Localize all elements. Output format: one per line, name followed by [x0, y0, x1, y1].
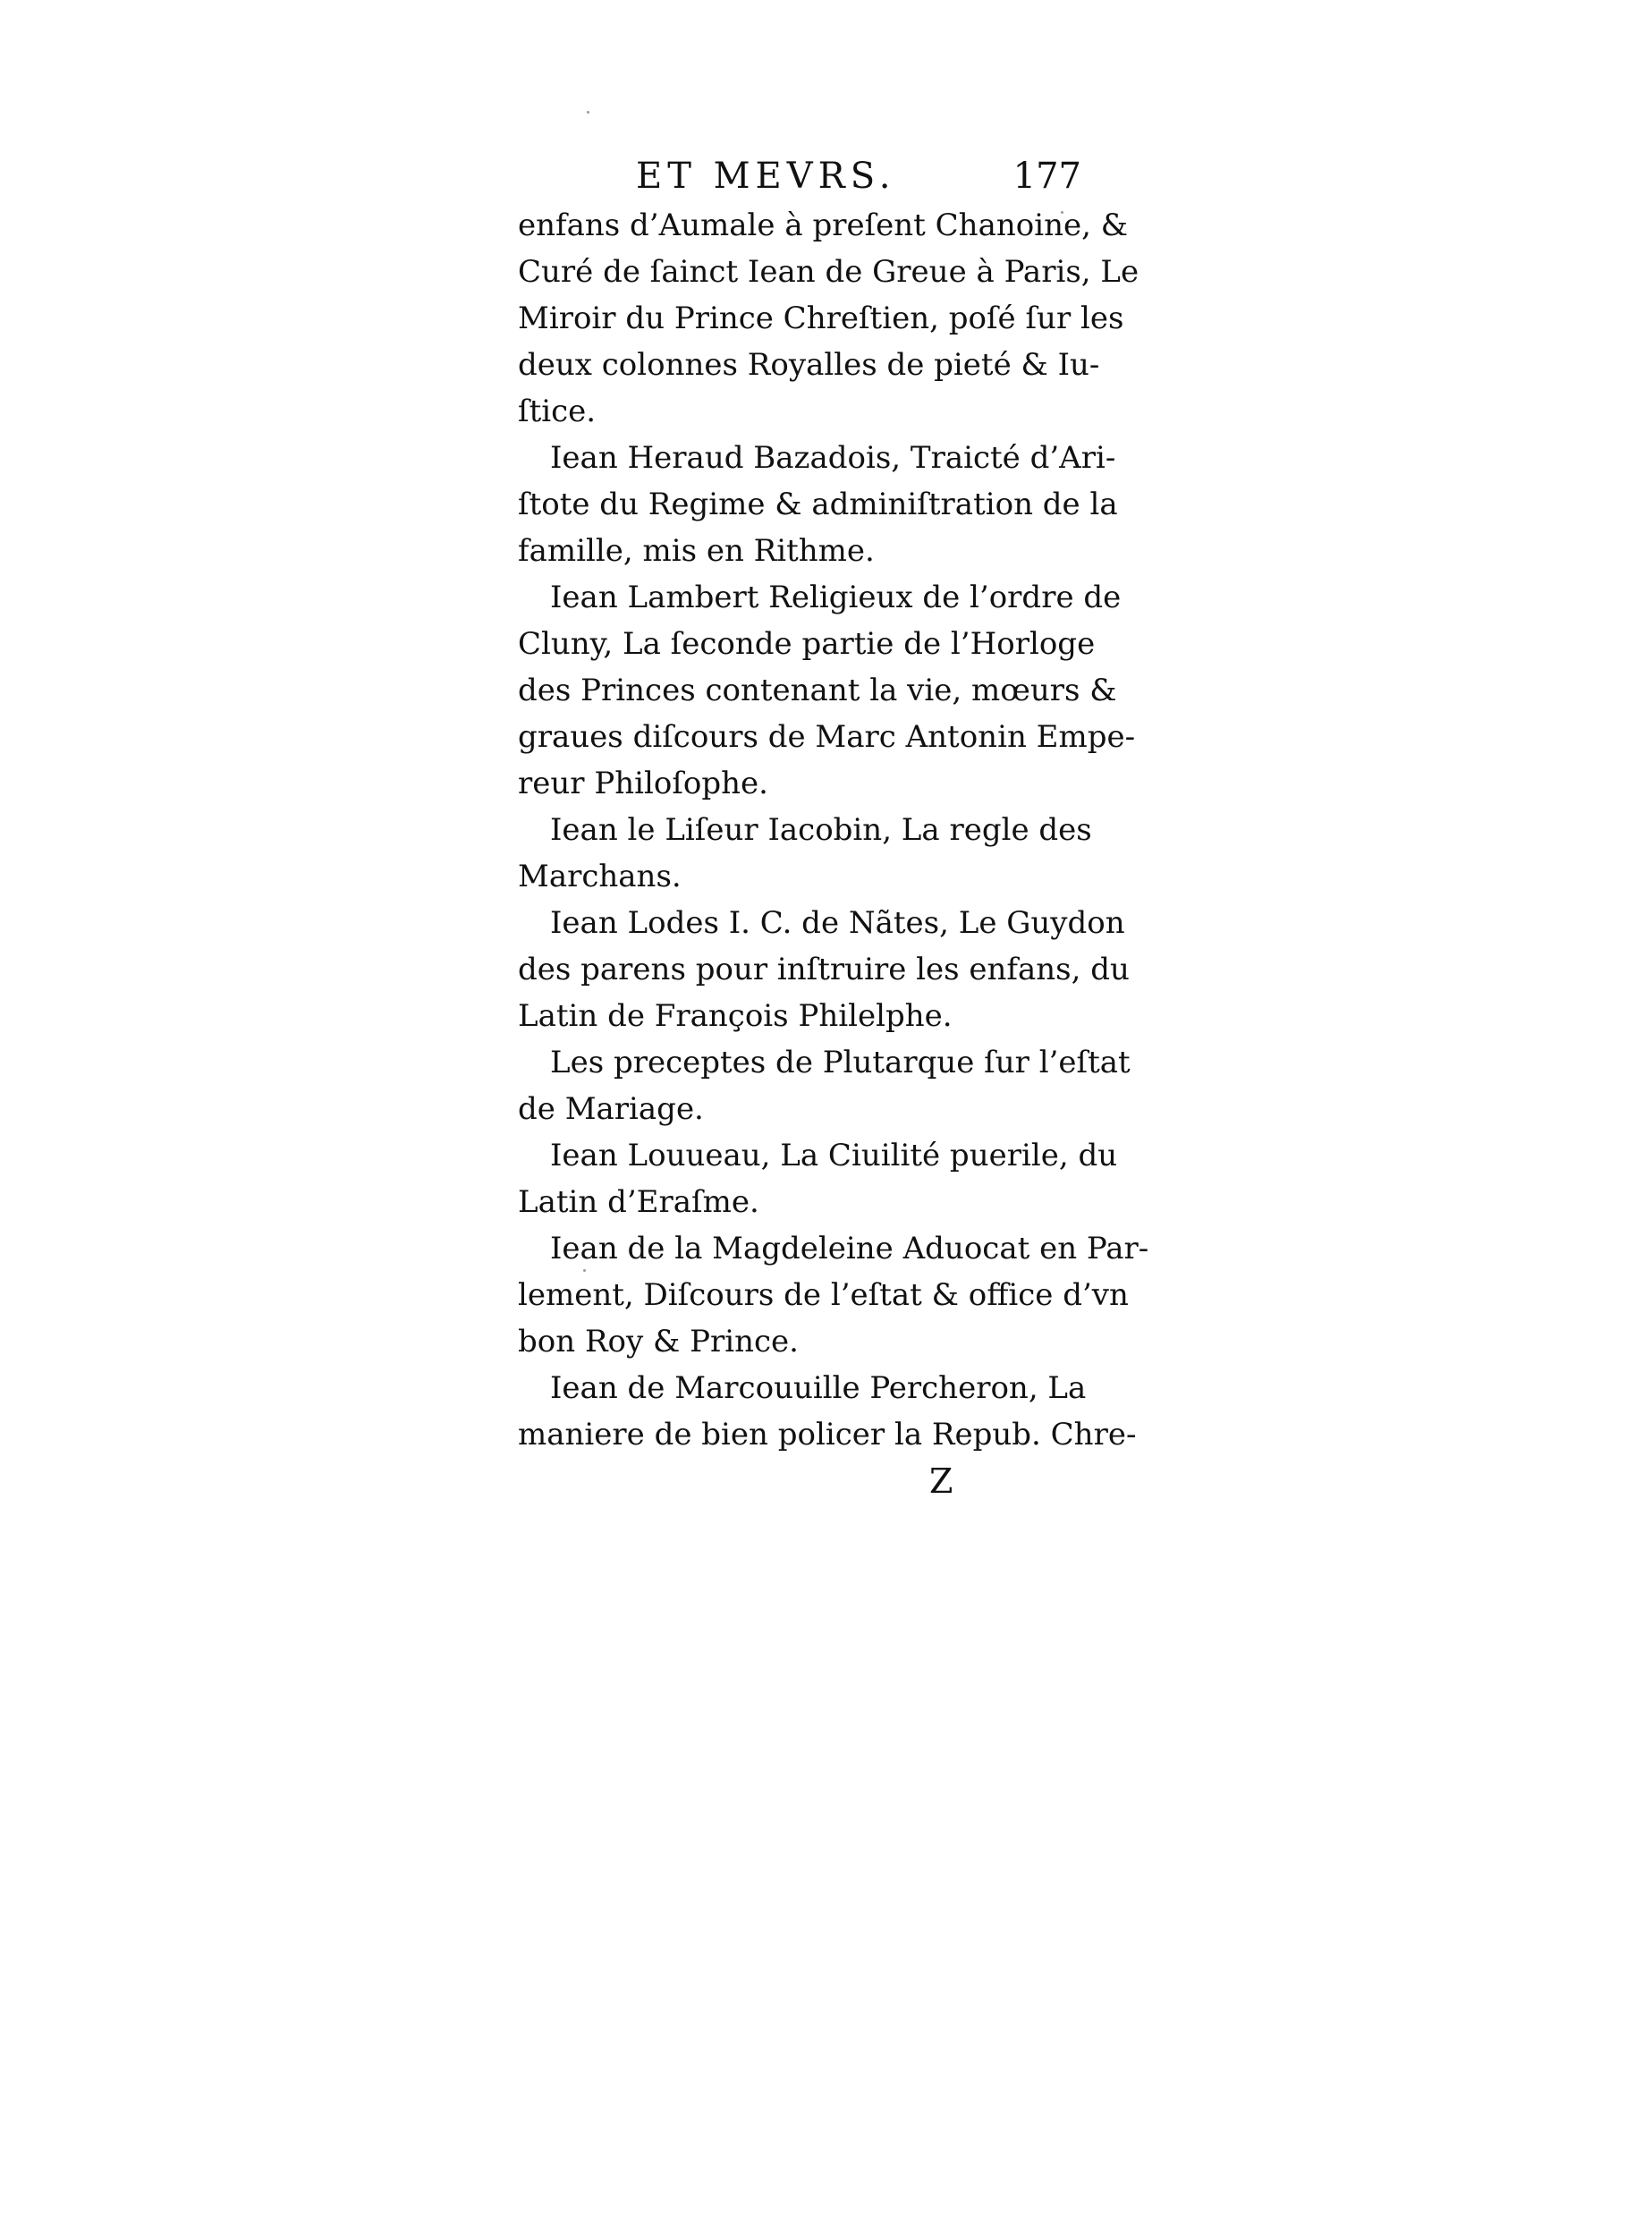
signature-mark: Z [929, 1461, 953, 1501]
text-line: Latin d’Eraſme. [518, 1184, 759, 1220]
text-line: ſtice. [518, 394, 597, 429]
body-text [518, 202, 1149, 1458]
text-line: graues diſcours de Marc Antonin Empe- [518, 719, 1136, 755]
text-line: famille, mis en Rithme. [518, 533, 875, 569]
text-line: Cluny, La ſeconde partie de l’Horloge [518, 626, 1096, 662]
text-line: des parens pour inſtruire les enfans, du [518, 952, 1130, 987]
text-line: Iean de la Magdeleine Aduocat en Par- [550, 1231, 1149, 1266]
text-line: reur Philoſophe. [518, 766, 768, 801]
text-line: Marchans. [518, 859, 682, 894]
text-line: Iean de Marcouuille Percheron, La [550, 1370, 1087, 1406]
page-number: 177 [1012, 156, 1081, 197]
paper-speck [587, 111, 589, 114]
text-line: Iean Lodes I. C. de Nãtes, Le Guydon [550, 905, 1125, 941]
text-line: Iean Lambert Religieux de l’ordre de [550, 580, 1122, 615]
text-line: enfans d’Aumale à preſent Chanoine, & [518, 208, 1128, 243]
text-line: maniere de bien policer la Repub. Chre- [518, 1417, 1137, 1453]
text-line: ſtote du Regime & adminiſtration de la [518, 487, 1118, 522]
running-head: ET MEVRS. [636, 156, 896, 197]
page-header [518, 150, 1081, 202]
text-block [518, 150, 1149, 1504]
text-line: Latin de François Philelphe. [518, 998, 953, 1034]
text-line: des Princes contenant la vie, mœurs & [518, 673, 1117, 708]
text-line: Iean Louueau, La Ciuilité puerile, du [550, 1138, 1118, 1173]
text-line: deux colonnes Royalles de pieté & Iu- [518, 347, 1100, 383]
text-line: bon Roy & Prince. [518, 1324, 799, 1359]
text-line: Miroir du Prince Chreſtien, poſé ſur les [518, 301, 1124, 336]
text-line: de Mariage. [518, 1091, 704, 1127]
text-line: Les preceptes de Plutarque ſur l’eſtat [550, 1045, 1131, 1080]
text-line: Curé de ſainct Iean de Greue à Paris, Le [518, 254, 1139, 290]
text-line: Iean le Liſeur Iacobin, La regle des [550, 812, 1092, 848]
text-line: lement, Diſcours de l’eſtat & office d’vn [518, 1277, 1129, 1313]
text-line: Iean Heraud Bazadois, Traicté d’Ari- [550, 440, 1116, 476]
